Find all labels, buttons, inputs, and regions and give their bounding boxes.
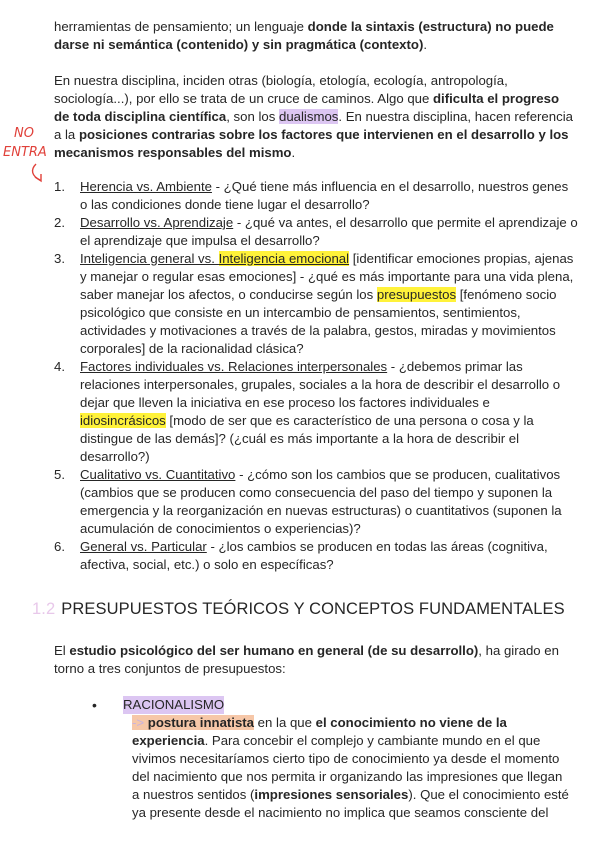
discipline-post: . En nuestra disciplina, hacen referencia a la xyxy=(54,109,573,142)
racionalismo-body xyxy=(132,714,572,822)
section-title: PRESUPUESTOS TEÓRICOS Y CONCEPTOS FUNDAMENTALES xyxy=(61,600,565,618)
racionalismo-bold-2: impresiones sensoriales xyxy=(254,787,409,802)
dualism-text: - ¿Qué tiene más influencia en el desarrollo, nuestros genes o las condiciones donde tiene lugar el desarrollo? xyxy=(80,179,569,212)
discipline-bold-1: dificulta el progreso de toda disciplina científica xyxy=(54,91,560,124)
handwritten-annotation xyxy=(0,120,60,200)
dualism-title: Herencia vs. Ambiente xyxy=(80,179,212,194)
section-number: 1.2 xyxy=(32,600,56,618)
intro-end: . xyxy=(423,37,428,52)
idiosincrasicos-highlight: idiosincrásicos xyxy=(80,413,166,428)
study-paragraph xyxy=(54,642,578,678)
list-item xyxy=(54,358,578,466)
racionalismo-text: ). Que el conocimiento esté ya presente desde el nacimiento no implica que seamos consciente del xyxy=(132,787,569,820)
list-item xyxy=(54,214,578,250)
postura-innatista-highlight: postura innatista xyxy=(147,715,255,730)
racionalismo-text: en la que xyxy=(254,715,316,730)
dualism-title: Desarrollo vs. Aprendizaje xyxy=(80,215,234,230)
annotation-entra: ENTRA xyxy=(3,145,47,160)
arrow-icon: -> xyxy=(132,715,145,730)
study-text: El xyxy=(54,643,70,658)
dualism-text: [identificar emociones propias, ajenas y manejar o regular esas emociones] - ¿qué es más importante para una vida plena, saber manejar los afectos, o conducirse según los xyxy=(80,251,574,302)
dualism-text: - ¿qué va antes, el desarrollo que permite el aprendizaje o el aprendizaje que impulsa el desarrollo? xyxy=(80,215,578,248)
annotation-no: NO xyxy=(14,126,34,141)
dualism-text: - ¿los cambios se producen en todas las áreas (cognitiva, afectiva, social, etc.) o solo en específicas? xyxy=(80,539,548,572)
list-item xyxy=(54,466,578,538)
dualism-text: [fenómeno socio psicológico que consiste en un intercambio de pensamientos, sentimientos, actividades y motivaciones a través de la palabra, gestos, miradas y movimientos corporales] de la racionalidad clásica? xyxy=(80,287,557,356)
section-heading xyxy=(32,598,565,620)
list-number: 6. xyxy=(54,539,65,554)
study-bold: estudio psicológico del ser humano en general (de su desarrollo) xyxy=(69,643,479,658)
discipline-bold-2: posiciones contrarias sobre los factores que intervienen en el desarrollo y los mecanismos responsables del mismo xyxy=(54,127,569,160)
intro-text: herramientas de pensamiento; un lenguaje xyxy=(54,19,308,34)
discipline-end: . xyxy=(291,145,296,160)
dualism-title: Inteligencia general vs. xyxy=(80,251,219,266)
dualism-text: [modo de ser que es característico de una persona o cosa y la distingue de las demás]? (¿cuál es más importante a la hora de describir el desarrollo?) xyxy=(80,413,534,464)
dualism-text: - ¿cómo son los cambios que se producen, cualitativos (cambios que se producen como consecuencia del paso del tiempo y suponen la emergencia y la reorganización en nuevas estructuras) o cuantitativos (suponen la acumulación de conocimientos o experiencias)? xyxy=(80,467,562,536)
dualisms-list xyxy=(54,178,578,574)
dualism-title: Cualitativo vs. Cuantitativo xyxy=(80,467,236,482)
annotation-arrowhead-icon xyxy=(35,174,41,181)
discipline-mid: , son los xyxy=(226,109,279,124)
presupuestos-highlight: presupuestos xyxy=(376,287,457,302)
study-post: , ha girado en torno a tres conjuntos de presupuestos: xyxy=(54,643,559,676)
list-item xyxy=(54,178,578,214)
racionalismo-title: RACIONALISMO xyxy=(123,697,225,712)
dualism-title: Factores individuales vs. Relaciones interpersonales xyxy=(80,359,388,374)
intro-paragraph xyxy=(54,18,578,54)
list-number: 1. xyxy=(54,179,65,194)
list-number: 3. xyxy=(54,251,65,266)
dualism-text: - ¿debemos primar las relaciones interpersonales, grupales, sociales a la hora de describir el desarrollo o dejar que lleven la iniciativa en ese proceso los factores individuales e xyxy=(80,359,561,410)
intro-bold-text: donde la sintaxis (estructura) no puede darse ni semántica (contenido) y sin pragmática (contexto) xyxy=(54,19,554,52)
bullet-icon: • xyxy=(92,697,97,713)
list-item xyxy=(54,250,578,358)
racionalismo-bold: el conocimiento no viene de la experiencia xyxy=(132,715,507,748)
dualismos-highlight: dualismos xyxy=(279,109,339,124)
dualism-title-highlight: Inteligencia emocional xyxy=(218,251,350,266)
discipline-text: En nuestra disciplina, inciden otras (biología, etología, ecología, antropología, sociología...), por ello se trata de un cruce de caminos. Algo que xyxy=(54,73,508,106)
racionalismo-text: . Para concebir el complejo y cambiante mundo en el que vivimos necesitaríamos cierto tipo de conocimiento ya desde el momento del nacimiento que nos permita ir organizando las impresiones que llegan a nuestros sentidos ( xyxy=(132,733,563,802)
list-number: 2. xyxy=(54,215,65,230)
dualism-title: General vs. Particular xyxy=(80,539,207,554)
discipline-paragraph xyxy=(54,72,578,162)
list-number: 5. xyxy=(54,467,65,482)
list-item xyxy=(54,538,578,574)
list-number: 4. xyxy=(54,359,65,374)
